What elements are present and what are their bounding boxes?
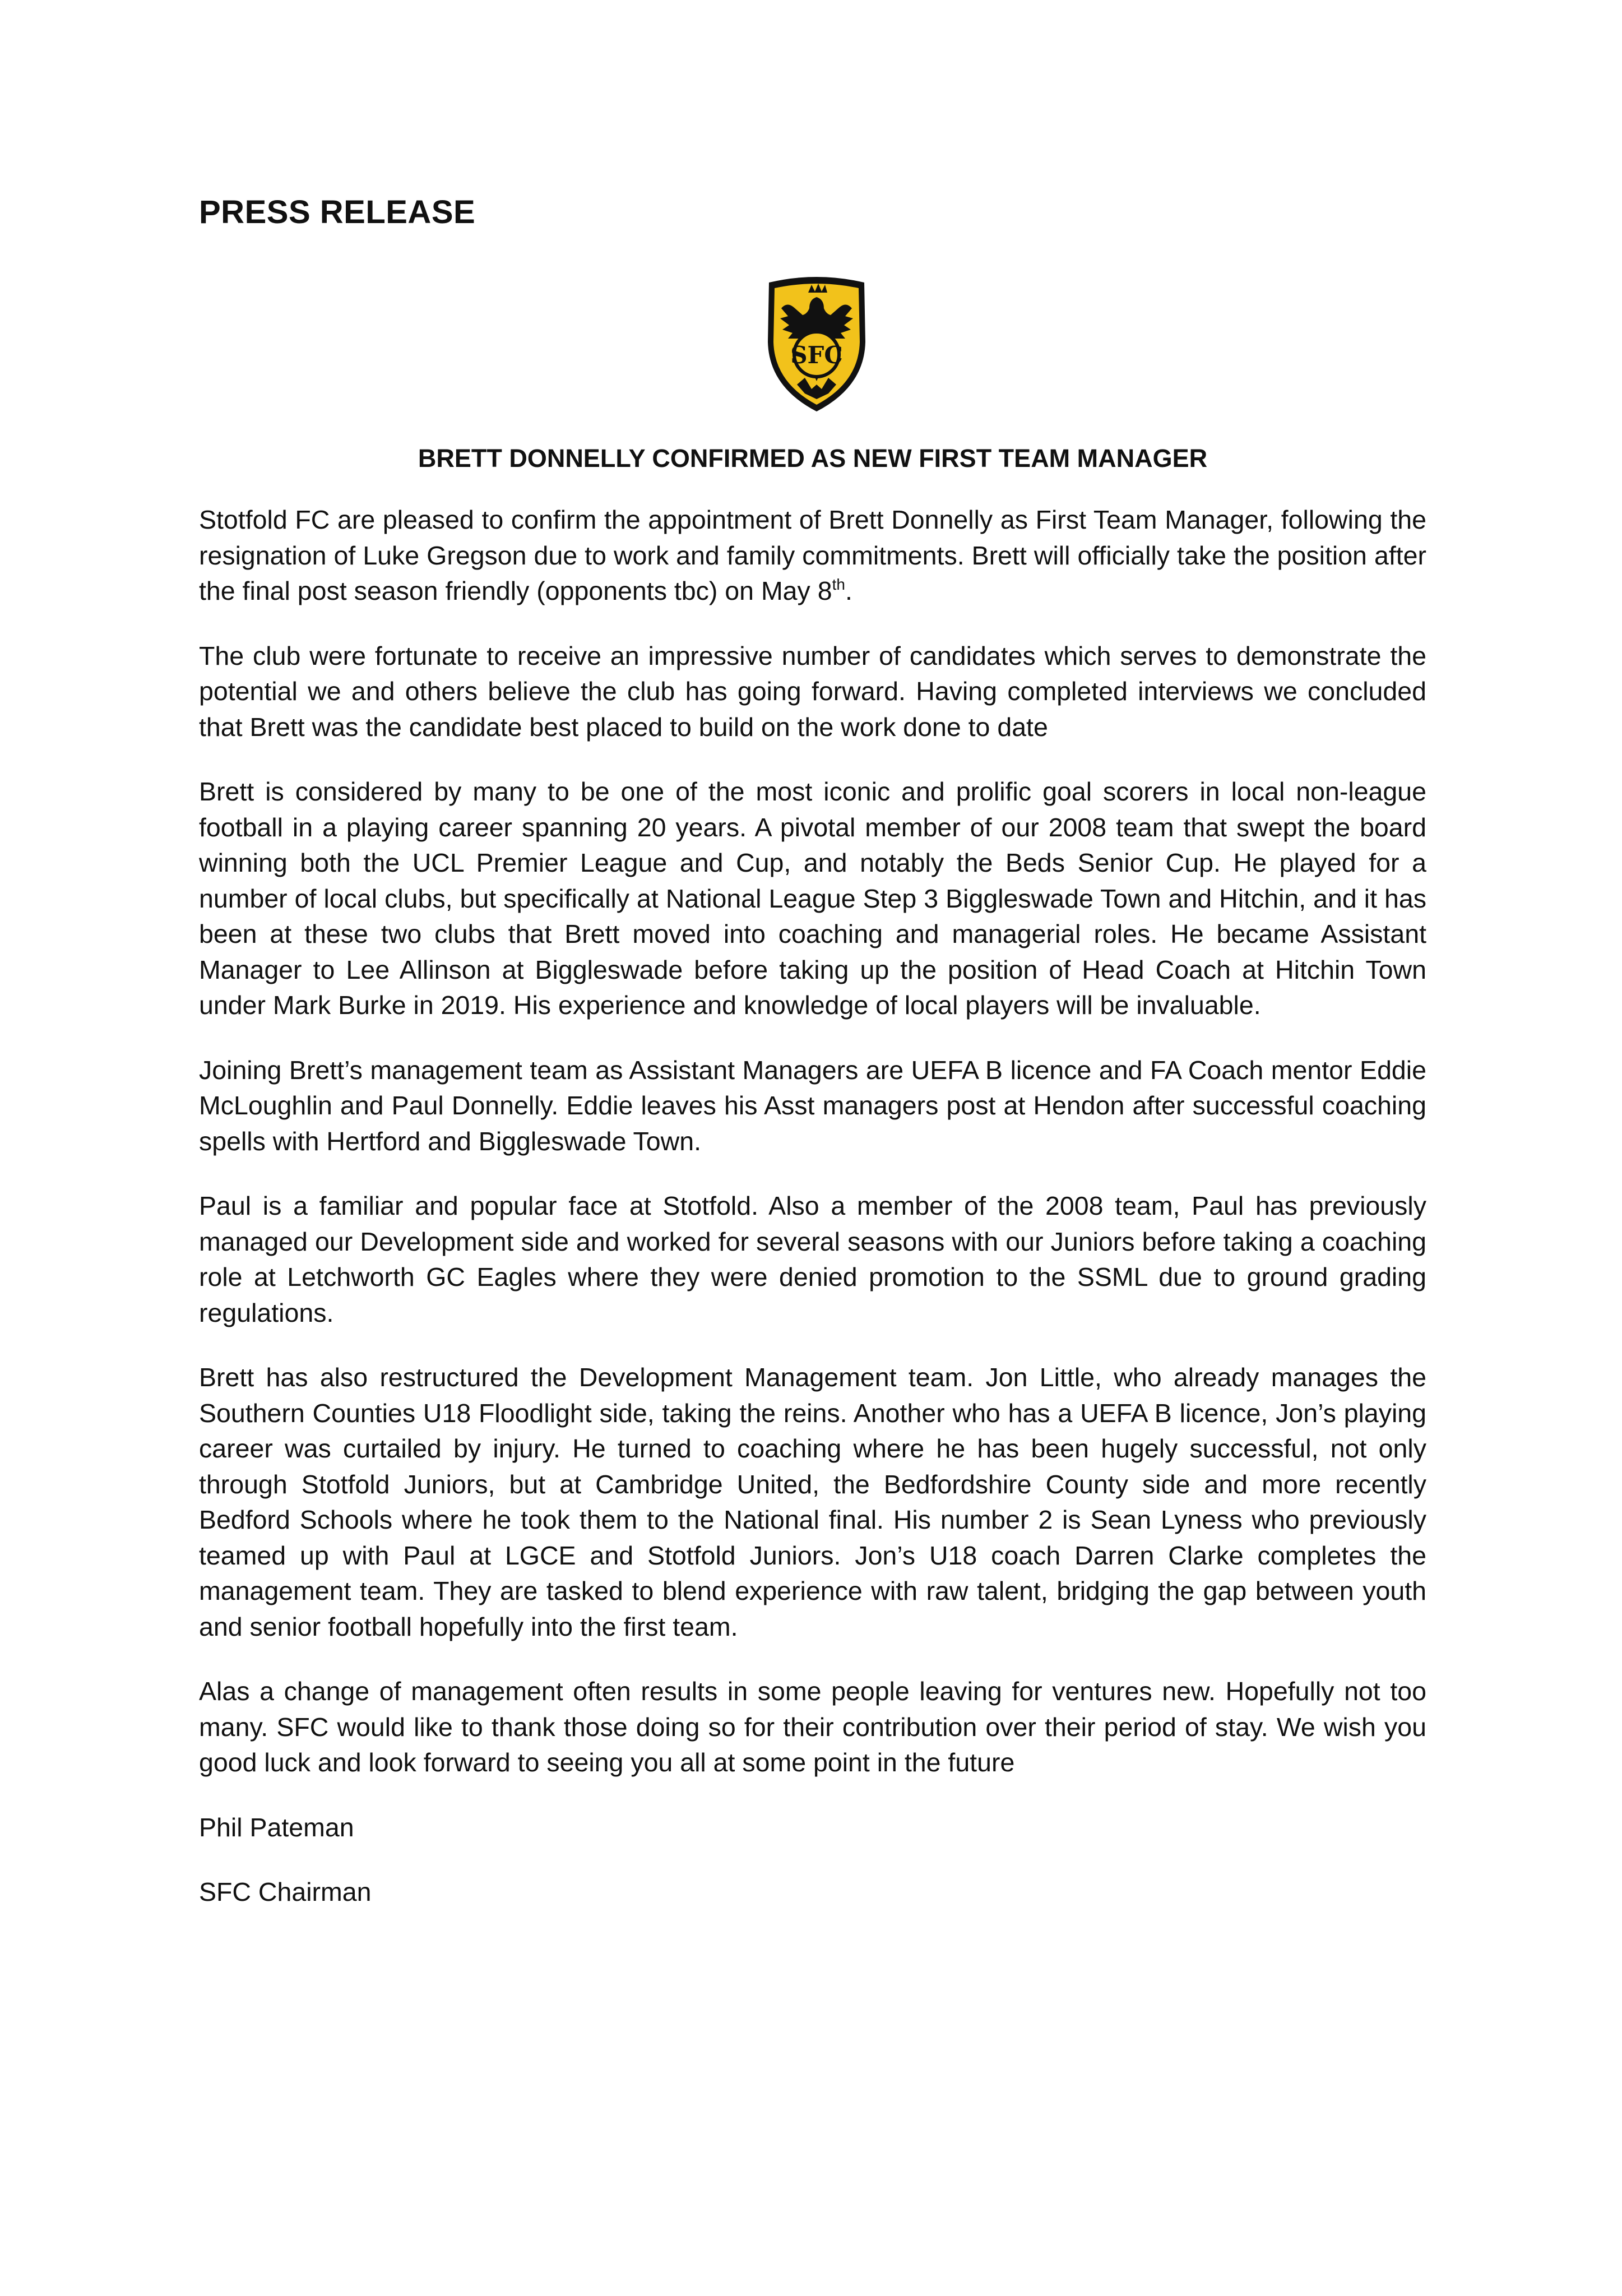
- signature-name: Phil Pateman: [199, 1812, 354, 1842]
- paragraph-candidates: The club were fortunate to receive an impressive number of candidates which serves to demonstrate the potential we and others believe the club has going forward. Having completed interviews we concluded that Brett was the candidate best placed to build on the work done to date: [199, 641, 1426, 742]
- paragraph-development-team: Brett has also restructured the Development Management team. Jon Little, who already manages the Southern Counties U18 Floodlight side, taking the reins. Another who has a UEFA B licence, Jon’s playing career was curtailed by injury. He turned to coaching where he has been hugely successful, not only through Stotfold Juniors, but at Cambridge United, the Bedfordshire County side and more recently Bedford Schools where he took them to the National final. His number 2 is Sean Lyness who previously teamed up with Paul at LGCE and Stotfold Juniors. Jon’s U18 coach Darren Clarke completes the management team. They are tasked to blend experience with raw talent, bridging the gap between youth and senior football hopefully into the first team.: [199, 1363, 1426, 1641]
- article-title: BRETT DONNELLY CONFIRMED AS NEW FIRST TEAM MANAGER: [418, 444, 1208, 473]
- article-body: [199, 502, 1426, 1939]
- paragraph-farewell: Alas a change of management often results in some people leaving for ventures new. Hopefully not too many. SFC would like to thank those doing so for their contribution over their period of stay. We wish you good luck and look forward to seeing you all at some point in the future: [199, 1677, 1426, 1777]
- date-ordinal-suffix: th: [832, 576, 845, 593]
- signature-role: SFC Chairman: [199, 1877, 372, 1906]
- crest-lettering: SFC: [790, 341, 843, 369]
- paragraph-appointment-text: Stotfold FC are pleased to confirm the appointment of Brett Donnelly as First Team Manager, following the resignation of Luke Gregson due to work and family commitments. Brett will officially take the position after the final post season friendly (opponents tbc) on May 8: [199, 505, 1426, 605]
- club-crest-logo: [758, 275, 875, 415]
- paragraph-paul-donnelly: Paul is a familiar and popular face at Stotfold. Also a member of the 2008 team, Paul has previously managed our Development side and worked for several seasons with our Juniors before taking a coaching role at Letchworth GC Eagles where they were denied promotion to the SSML due to ground grading regulations.: [199, 1191, 1426, 1327]
- paragraph-appointment-end: .: [845, 576, 852, 605]
- paragraph-appointment: [199, 502, 1426, 609]
- crest-graphic: [758, 275, 875, 415]
- press-release-heading: PRESS RELEASE: [199, 194, 476, 230]
- paragraph-assistant-managers: Joining Brett’s management team as Assistant Managers are UEFA B licence and FA Coach mentor Eddie McLoughlin and Paul Donnelly. Eddie leaves his Asst managers post at Hendon after successful coaching spells with Hertford and Biggleswade Town.: [199, 1055, 1426, 1156]
- paragraph-brett-career: Brett is considered by many to be one of the most iconic and prolific goal scorers in local non-league football in a playing career spanning 20 years. A pivotal member of our 2008 team that swept the board winning both the UCL Premier League and Cup, and notably the Beds Senior Cup. He played for a number of local clubs, but specifically at National League Step 3 Biggleswade Town and Hitchin, and it has been at these two clubs that Brett moved into coaching and managerial roles. He became Assistant Manager to Lee Allinson at Biggleswade before taking up the position of Head Coach at Hitchin Town under Mark Burke in 2019. His experience and knowledge of local players will be invaluable.: [199, 777, 1426, 1020]
